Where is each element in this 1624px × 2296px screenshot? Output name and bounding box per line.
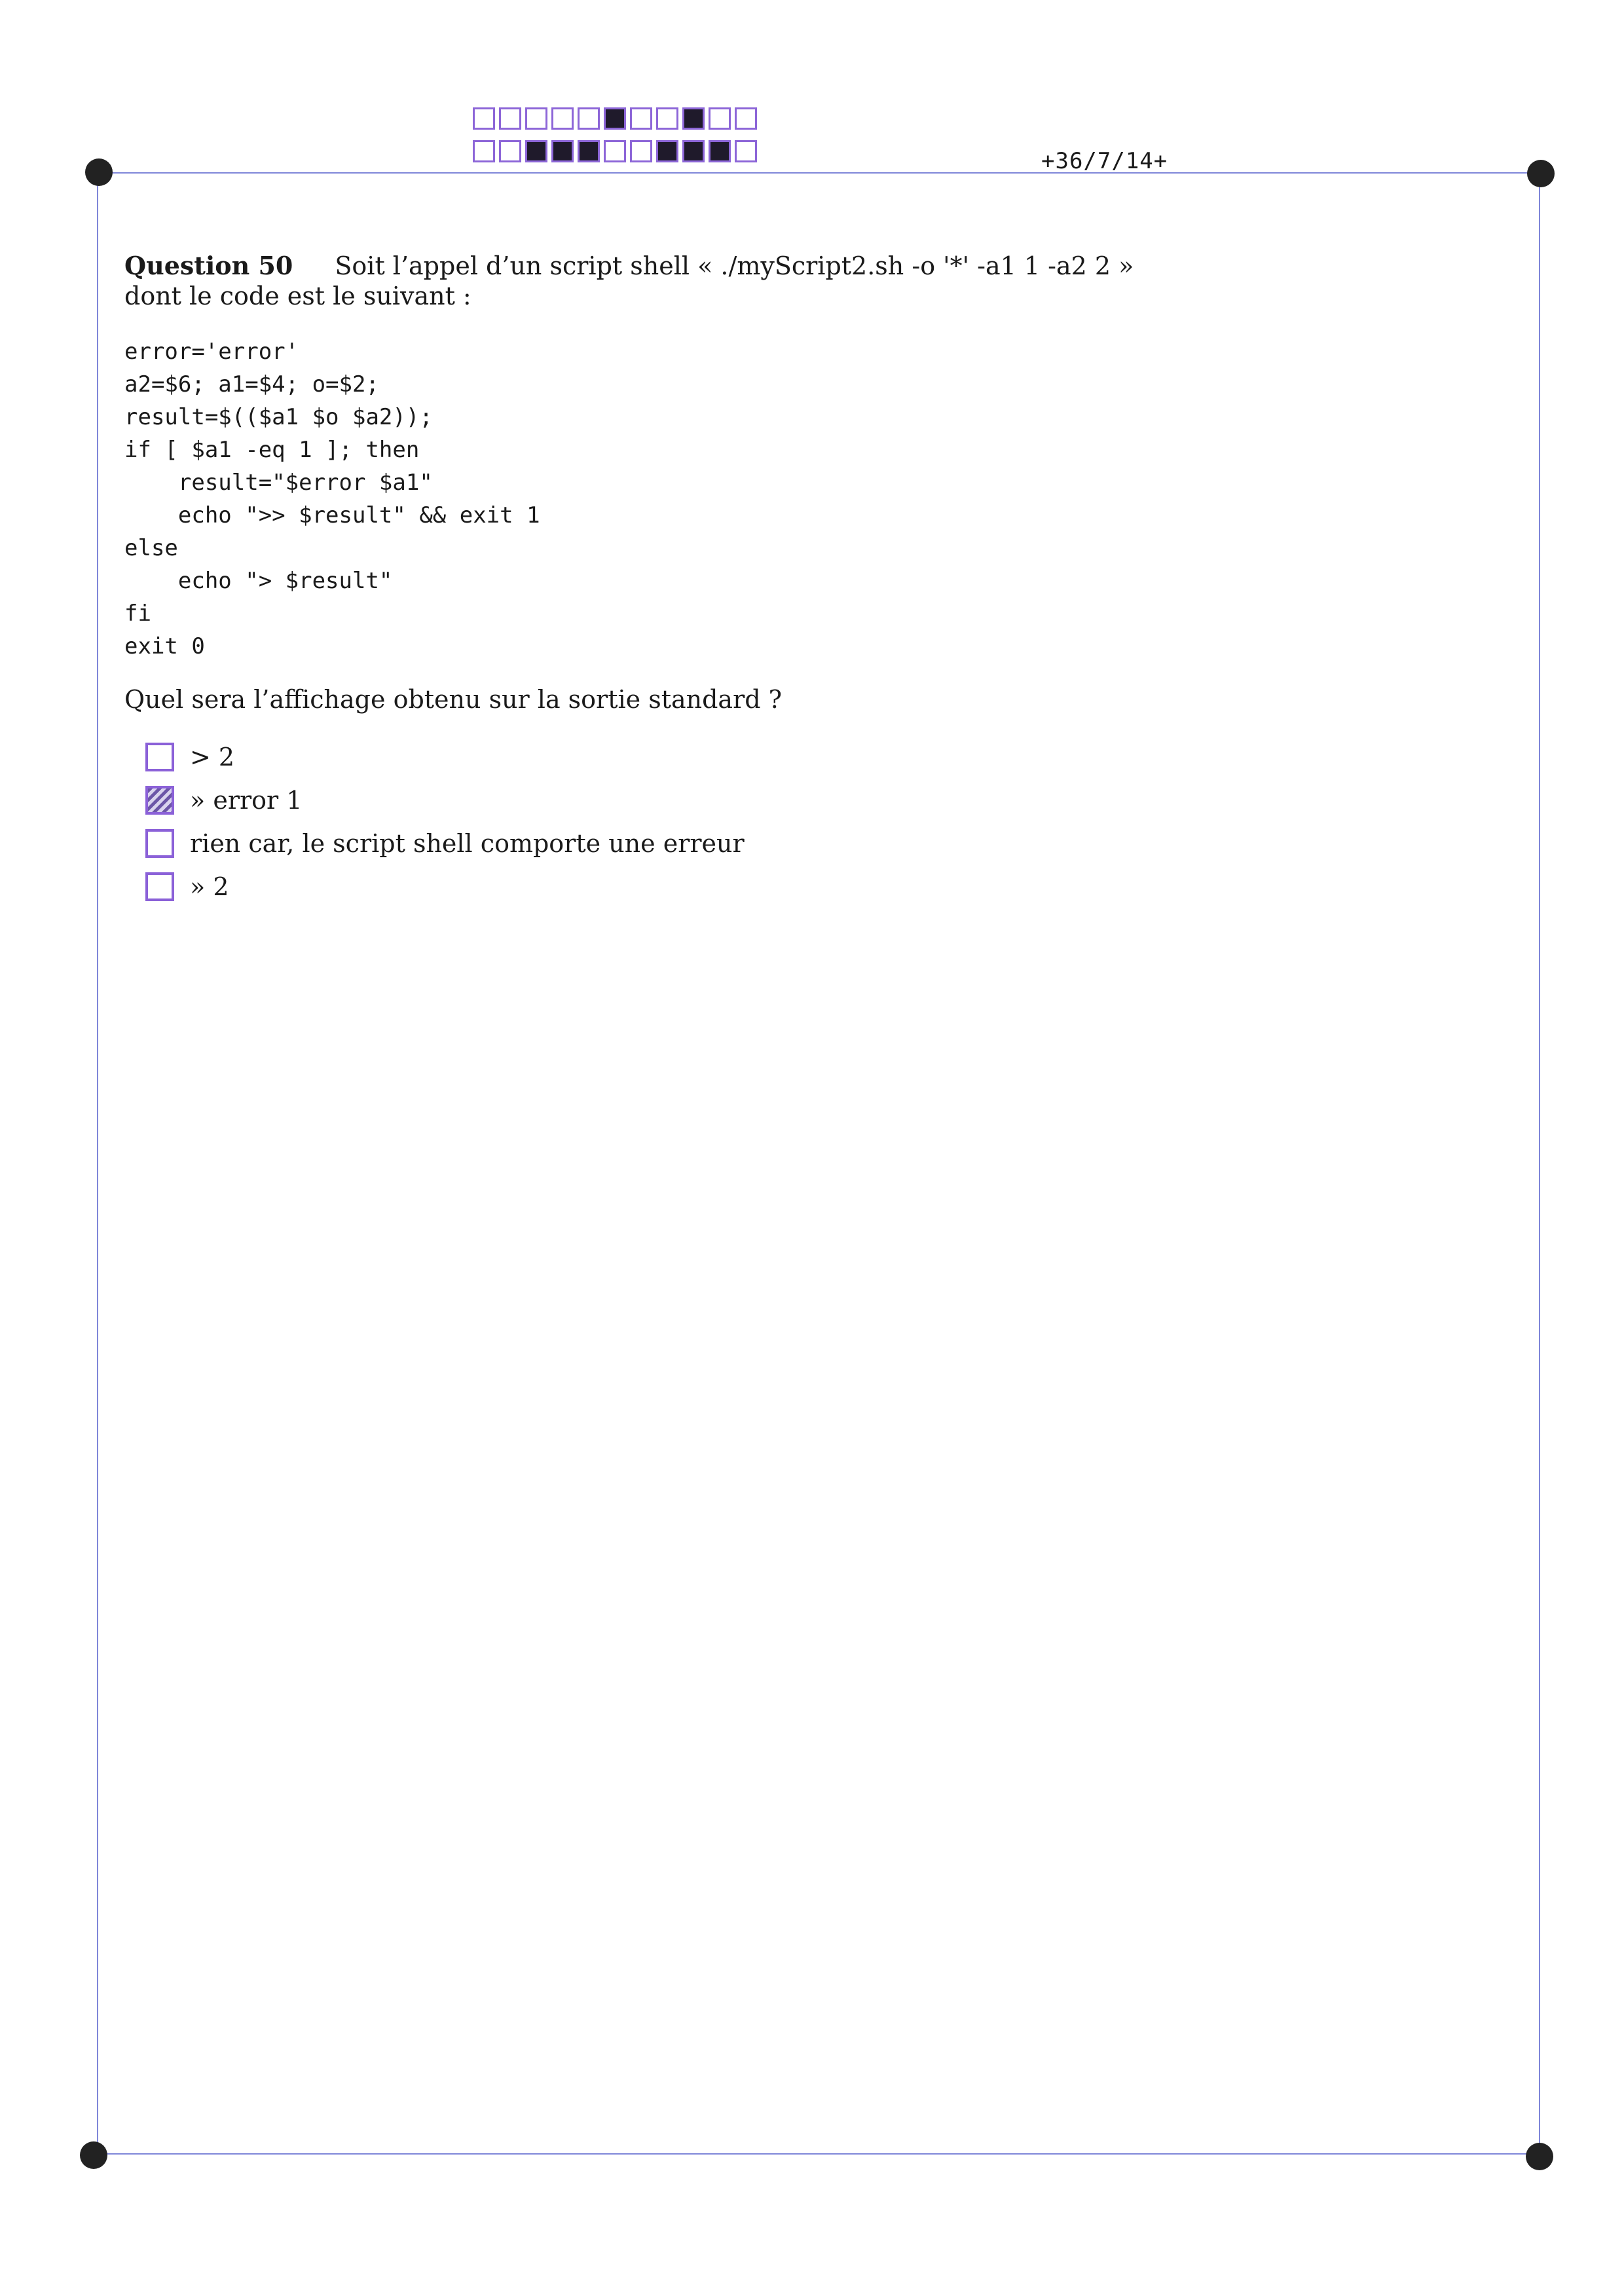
code-cell	[551, 107, 574, 130]
answer-option-3	[145, 828, 745, 859]
question-heading	[124, 250, 1134, 282]
code-cell	[630, 107, 652, 130]
code-line: result=$(($a1 $o $a2));	[124, 404, 433, 430]
code-cell-filled	[709, 140, 731, 162]
question-text-line2: dont le code est le suivant :	[124, 282, 471, 310]
answer-option-2	[145, 785, 302, 816]
code-cell-filled	[656, 140, 678, 162]
code-cell	[735, 140, 757, 162]
corner-marker-bottom-left	[80, 2141, 107, 2169]
page-identifier: +36/7/14+	[1041, 148, 1168, 174]
code-line: result="$error $a1"	[124, 470, 433, 496]
code-cell-filled	[604, 107, 626, 130]
frame-top-line	[98, 172, 1539, 174]
code-cell	[656, 107, 678, 130]
answer-option-4	[145, 871, 229, 902]
code-line: else	[124, 535, 178, 561]
code-cell-filled	[578, 140, 600, 162]
code-cell	[709, 107, 731, 130]
corner-marker-bottom-right	[1526, 2143, 1553, 2170]
code-cell-filled	[682, 107, 705, 130]
script-code-block	[124, 335, 540, 663]
code-line: error='error'	[124, 339, 299, 365]
code-cell-filled	[525, 140, 547, 162]
answer-checkbox-4[interactable]	[145, 872, 174, 901]
code-cell-filled	[682, 140, 705, 162]
answer-checkbox-2[interactable]	[145, 786, 174, 815]
code-line: echo ">> $result" && exit 1	[124, 502, 540, 528]
code-cell	[499, 140, 521, 162]
answer-label-1: > 2	[190, 743, 235, 771]
code-line: a2=$6; a1=$4; o=$2;	[124, 371, 379, 398]
question-label: Question 50	[124, 251, 293, 280]
frame-left-line	[97, 172, 98, 2155]
answer-option-1	[145, 741, 234, 773]
answer-label-4: » 2	[190, 872, 229, 901]
code-cell	[473, 107, 495, 130]
answer-label-3: rien car, le script shell comporte une erreur	[190, 829, 745, 858]
frame-right-line	[1539, 172, 1540, 2155]
binary-code-strip-bottom	[473, 140, 761, 162]
code-cell	[630, 140, 652, 162]
binary-code-strip-top	[473, 107, 761, 130]
code-line: exit 0	[124, 633, 205, 659]
code-cell	[499, 107, 521, 130]
answer-label-2: » error 1	[190, 786, 303, 815]
code-cell	[473, 140, 495, 162]
code-line: if [ $a1 -eq 1 ]; then	[124, 437, 420, 463]
question-prompt: Quel sera l’affichage obtenu sur la sortie standard ?	[124, 685, 783, 714]
code-line: fi	[124, 601, 151, 627]
corner-marker-top-right	[1527, 160, 1555, 187]
answer-checkbox-1[interactable]	[145, 743, 174, 771]
code-cell	[604, 140, 626, 162]
code-line: echo "> $result"	[124, 568, 393, 594]
frame-bottom-line	[97, 2153, 1540, 2155]
code-cell	[735, 107, 757, 130]
code-cell	[578, 107, 600, 130]
question-text-line1: Soit l’appel d’un script shell « ./myScript2.sh -o '*' -a1 1 -a2 2 »	[335, 251, 1134, 280]
code-cell-filled	[551, 140, 574, 162]
answer-checkbox-3[interactable]	[145, 829, 174, 858]
code-cell	[525, 107, 547, 130]
corner-marker-top-left	[85, 158, 113, 186]
